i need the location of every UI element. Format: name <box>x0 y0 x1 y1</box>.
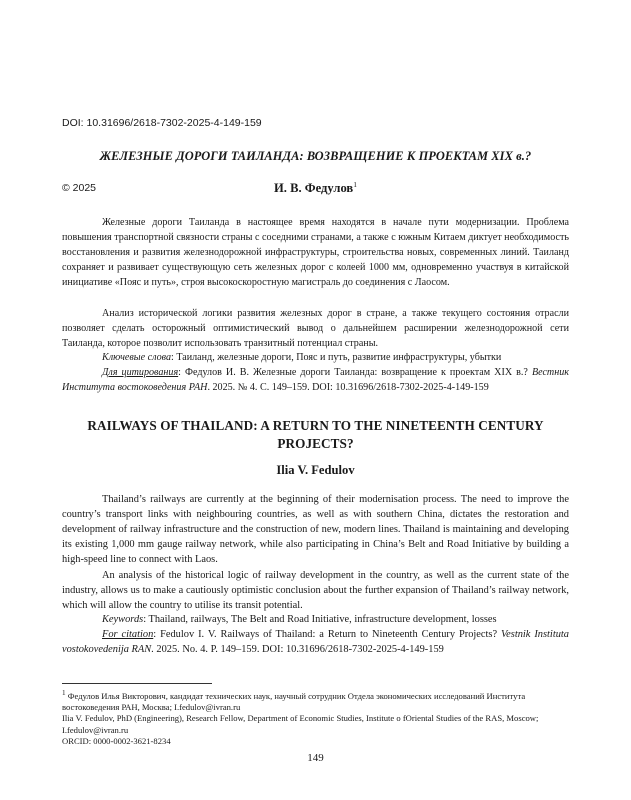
citation-russian-label: Для цитирования <box>102 367 179 378</box>
abstract-russian-text-1: Железные дороги Таиланда в настоящее время находятся в начале пути модернизации. Проблема повышения транспортной связности страны с соседними странами, а также с южным Китаем диктует необходимость восстановления и развития железнодорожной инфраструктуры, строительства новых, современных линий. Таиланд сохраняет и развивает существующую сеть железных дорог с колеей 1000 мм, одновременно участвуя в китайской инициативе «Пояс и путь», строя высокоскоростную магистраль до соединения с Лаосом. <box>62 217 569 288</box>
keywords-russian-list: : Таиланд, железные дороги, Пояс и путь, развитие инфраструктуры, убытки <box>171 352 502 363</box>
citation-english-label: For citation <box>102 629 154 640</box>
keywords-english-list: : Thailand, railways, The Belt and Road Initiative, infrastructure development, losses <box>143 614 497 625</box>
footnote-english: Ilia V. Fedulov, PhD (Engineering), Research Fellow, Department of Economic Studies, Institute o fOriental Studies of the RAS, Moscow; I.fedulov@ivran.ru <box>62 713 539 735</box>
author-russian-name: И. В. Федулов <box>274 181 354 196</box>
footnote-number: 1 <box>62 689 66 697</box>
doi-line: DOI: 10.31696/2618-7302-2025-4-149-159 <box>62 117 262 129</box>
abstract-russian-paragraph-2 <box>62 306 569 351</box>
title-english <box>62 417 569 453</box>
abstract-english-paragraph-1 <box>62 492 569 567</box>
citation-english-text: : Fedulov I. V. Railways of Thailand: a Return to Nineteenth Century Projects? <box>153 629 501 640</box>
copyright: © 2025 <box>62 182 97 194</box>
footnote-russian-text: Федулов Илья Викторович, кандидат технических наук, научный сотрудник Отдела экономических исследований Института востоковедения РАН, Москва; I.fedulov@ivran.ru <box>62 690 526 713</box>
citation-english-details: . 2025. No. 4. P. 149–159. DOI: 10.31696/2618-7302-2025-4-149-159 <box>151 644 444 655</box>
footnote-russian <box>62 688 569 713</box>
citation-russian-journal: Вестник Института востоковедения РАН <box>62 367 569 393</box>
abstract-russian-text-2: Анализ исторической логики развития железных дорог в стране, а также текущего состояния отрасли позволяет сделать осторожный оптимистический вывод о дальнейшем расширении железнодорожной сети Таиланда, которое позволит использовать транзитный потенциал страны. <box>62 308 569 349</box>
abstract-english-text-2: An analysis of the historical logic of railway development in the country, as well as the current state of the industry, allows us to make a cautiously optimistic conclusion about the further expansion of Thailand’s railway network, which will allow the country to utilise its transit potential. <box>62 570 569 611</box>
page-number: 149 <box>307 752 324 764</box>
keywords-russian-label: Ключевые слова <box>102 352 172 363</box>
keywords-english <box>62 612 569 627</box>
footnote-marker: 1 <box>353 180 357 189</box>
citation-russian <box>62 365 569 395</box>
title-english-line-1: RAILWAYS OF THAILAND: A RETURN TO THE NINETEENTH CENTURY <box>87 418 544 433</box>
author-russian <box>62 180 569 196</box>
citation-russian-text: : Федулов И. В. Железные дороги Таиланда: возвращение к проектам XIX в.? <box>178 367 532 378</box>
footnotes <box>62 688 569 747</box>
keywords-and-citation-russian <box>62 350 569 395</box>
title-russian: ЖЕЛЕЗНЫЕ ДОРОГИ ТАИЛАНДА: ВОЗВРАЩЕНИЕ К ПРОЕКТАМ XIX в.? <box>99 149 532 163</box>
citation-english-journal: Vestnik Instituta vostokovedenija RAN <box>62 629 569 655</box>
keywords-russian <box>62 350 569 365</box>
title-english-line-2: PROJECTS? <box>277 436 354 451</box>
footnote-divider <box>62 683 212 684</box>
footnote-orcid: ORCID: 0000-0002-3621-8234 <box>62 736 171 747</box>
abstract-english-text-1: Thailand’s railways are currently at the beginning of their modernisation process. The need to improve the country’s transport links with neighbouring countries, as well as with southern China, dictates the restoration and development of railway infrastructure and the construction of new, modern lines. Thailand is maintaining and developing its existing 1,000 mm gauge railway network, while also participating in China’s Belt and Road Initiative by building a high-speed line to connect with Laos. <box>62 494 569 565</box>
abstract-english-paragraph-2 <box>62 568 569 613</box>
author-english: Ilia V. Fedulov <box>276 463 355 477</box>
citation-russian-details: . 2025. № 4. С. 149–159. DOI: 10.31696/2618-7302-2025-4-149-159 <box>207 382 489 393</box>
keywords-english-label: Keywords <box>102 614 144 625</box>
abstract-russian-paragraph-1 <box>62 215 569 290</box>
citation-english <box>62 627 569 657</box>
keywords-and-citation-english <box>62 612 569 657</box>
